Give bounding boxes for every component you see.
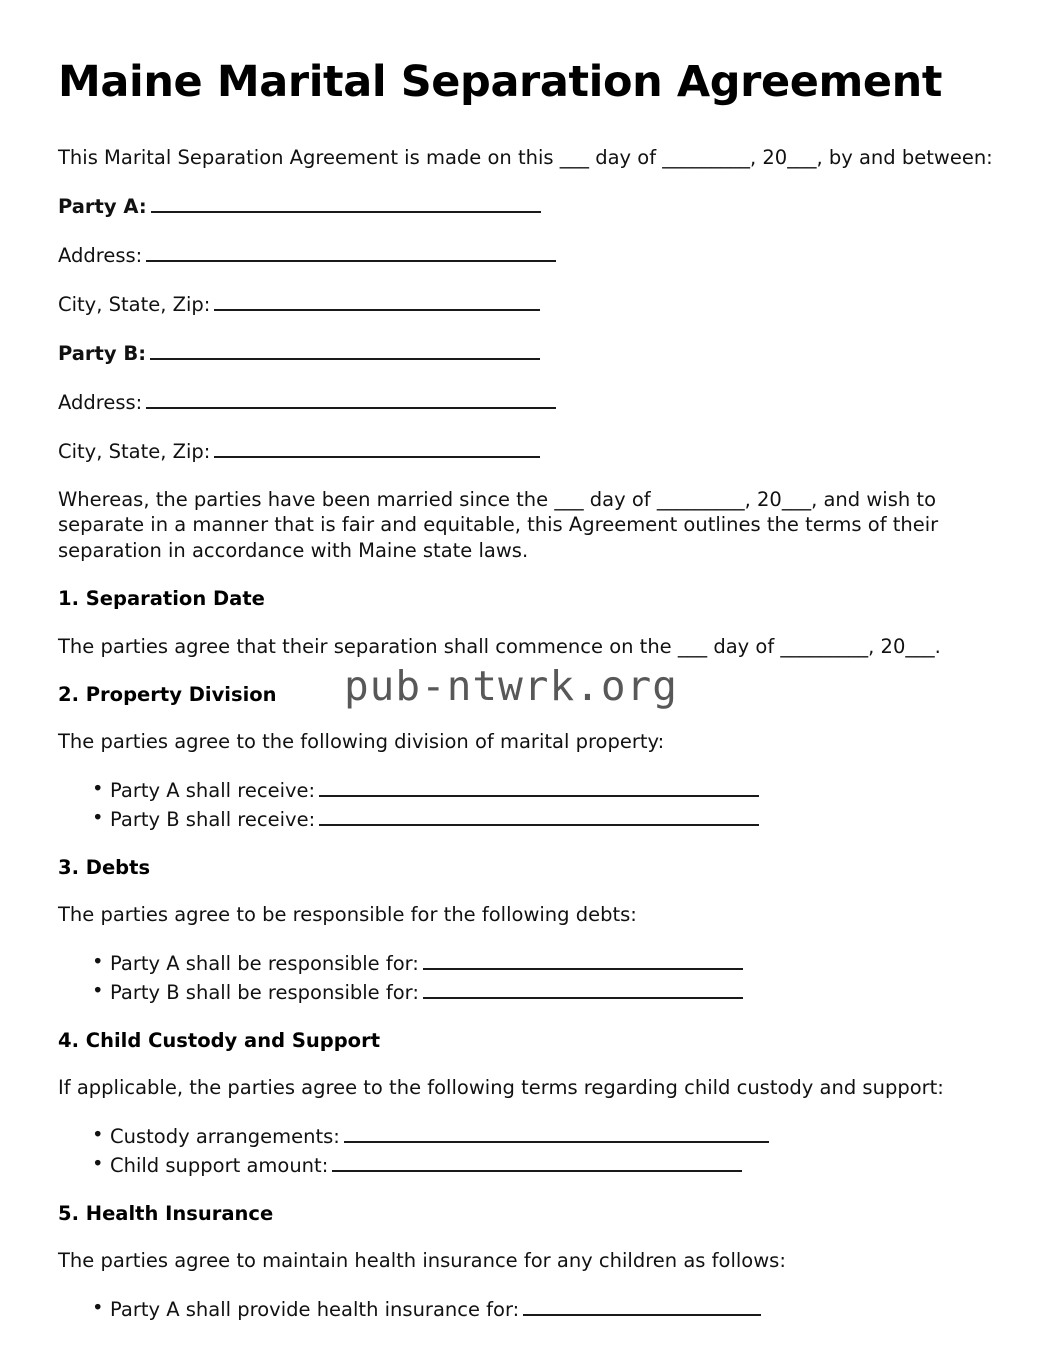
fill-in-blank[interactable]	[319, 806, 759, 826]
list-item	[58, 1152, 997, 1179]
bullet-label: Child support amount:	[110, 1153, 329, 1177]
list-item	[58, 777, 997, 804]
fill-in-blank[interactable]	[214, 438, 540, 458]
list-item	[58, 1296, 997, 1323]
party-field-row	[58, 291, 997, 318]
section-body: If applicable, the parties agree to the following terms regarding child custody and support:	[58, 1075, 944, 1099]
section-body: The parties agree to be responsible for the following debts:	[58, 902, 637, 926]
sections-list	[58, 586, 997, 1323]
section-bullet-list	[58, 1296, 997, 1323]
field-label: City, State, Zip:	[58, 293, 211, 317]
list-item	[58, 806, 997, 833]
list-item	[58, 979, 997, 1006]
field-label: Party B:	[58, 341, 147, 365]
fill-in-blank[interactable]	[523, 1296, 761, 1316]
party-field-row	[58, 193, 997, 220]
section-heading: 1. Separation Date	[58, 587, 265, 611]
bullet-label: Party B shall receive:	[110, 807, 316, 831]
bullet-label: Party A shall receive:	[110, 778, 316, 802]
section-bullet-list	[58, 777, 997, 833]
list-item	[58, 1123, 997, 1150]
fill-in-blank[interactable]	[319, 777, 759, 797]
section-body: The parties agree to the following division of marital property:	[58, 729, 665, 753]
fill-in-blank[interactable]	[146, 389, 556, 409]
intro-paragraph: This Marital Separation Agreement is made on this ___ day of _________, 20___, by and between:	[58, 146, 993, 170]
fill-in-blank[interactable]	[423, 950, 743, 970]
section-heading: 2. Property Division	[58, 682, 277, 706]
field-label: Party A:	[58, 195, 147, 219]
document-body	[58, 58, 997, 1345]
field-label: City, State, Zip:	[58, 439, 211, 463]
bullet-label: Party A shall be responsible for:	[110, 951, 419, 975]
section-bullet-list	[58, 950, 997, 1006]
field-label: Address:	[58, 390, 143, 414]
fill-in-blank[interactable]	[146, 242, 556, 262]
section-heading: 4. Child Custody and Support	[58, 1028, 381, 1052]
bullet-label: Party A shall provide health insurance for:	[110, 1297, 520, 1321]
fill-in-blank[interactable]	[150, 340, 540, 360]
party-field-row	[58, 340, 997, 367]
fill-in-blank[interactable]	[423, 979, 743, 999]
list-item	[58, 950, 997, 977]
section-heading: 5. Health Insurance	[58, 1201, 274, 1225]
fill-in-blank[interactable]	[344, 1123, 769, 1143]
fill-in-blank[interactable]	[214, 291, 540, 311]
site-watermark: pub-ntwrk.org	[344, 662, 678, 710]
section-bullet-list	[58, 1123, 997, 1179]
party-field-row	[58, 242, 997, 269]
party-field-row	[58, 438, 997, 465]
section-body: The parties agree to maintain health insurance for any children as follows:	[58, 1249, 786, 1273]
fill-in-blank[interactable]	[151, 193, 541, 213]
page-title: Maine Marital Separation Agreement	[58, 57, 943, 107]
bullet-label: Custody arrangements:	[110, 1124, 340, 1148]
whereas-paragraph: Whereas, the parties have been married since the ___ day of _________, 20___, and wish to separate in a manner that is fair and equitable, this Agreement outlines the terms of their separation in accordance with Maine state laws.	[58, 487, 939, 563]
fill-in-blank[interactable]	[332, 1152, 742, 1172]
section-heading: 3. Debts	[58, 855, 151, 879]
party-field-row	[58, 389, 997, 416]
section-body: The parties agree that their separation shall commence on the ___ day of _________, 20___.	[58, 634, 941, 658]
bullet-label: Party B shall be responsible for:	[110, 980, 419, 1004]
field-label: Address:	[58, 244, 143, 268]
party-fields	[58, 193, 997, 464]
